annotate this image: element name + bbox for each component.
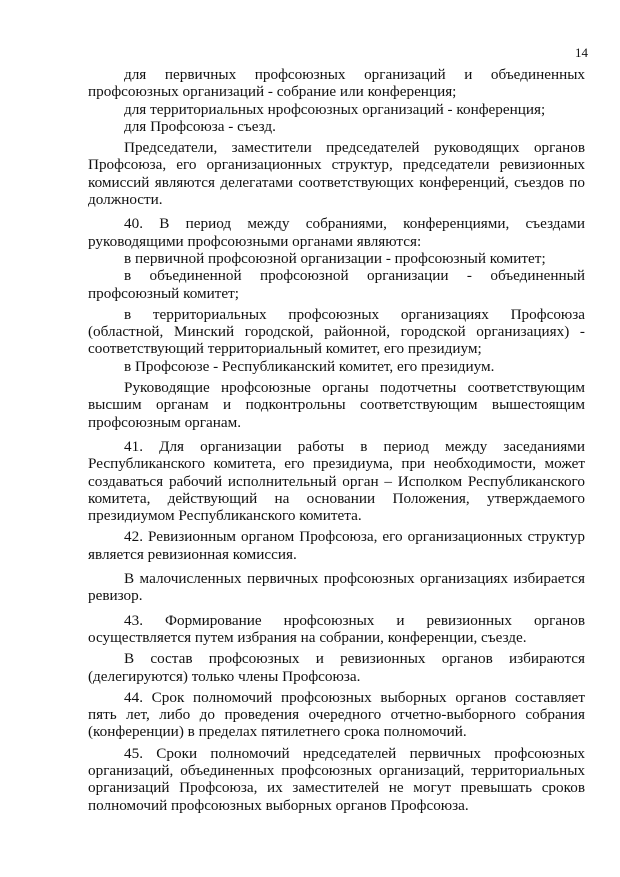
paragraph: 45. Сроки полномочий нредседателей первичных профсоюзных организаций, объединенных профсоюзных организаций, территориальных организаций Профсоюза, их заместителей не могут превышать сроков полномочий профсоюзных выборных органов Профсоюза. <box>88 744 585 814</box>
paragraph: для первичных профсоюзных организаций и объединенных профсоюзных организаций - собрание или конференция; <box>88 66 585 101</box>
document-body <box>88 66 585 814</box>
paragraph: 44. Срок полномочий профсоюзных выборных органов составляет пять лет, либо до проведения очередного отчетно-выборного собрания (конференции) в пределах пятилетнего срока полномочий. <box>88 688 585 741</box>
paragraph: в первичной профсоюзной организации - профсоюзный комитет; <box>124 249 546 267</box>
page-number: 14 <box>575 45 588 60</box>
paragraph: В малочисленных первичных профсоюзных организациях избирается ревизор. <box>88 570 585 605</box>
paragraph: 41. Для организации работы в период между заседаниями Республиканского комитета, его президиума, при необходимости, может создаваться рабочий исполнительный орган – Исполком Республиканского комитета, действующий на основании Положения, утверждаемого президиумом Республиканского комитета. <box>88 437 585 525</box>
paragraph: для Профсоюза - съезд. <box>124 117 276 135</box>
paragraph: в объединенной профсоюзной организации - объединенный профсоюзный комитет; <box>88 267 585 302</box>
paragraph: В состав профсоюзных и ревизионных органов избираются (делегируются) только члены Профсоюза. <box>88 650 585 685</box>
paragraph: Руководящие нрофсоюзные органы подотчетны соответствующим высшим органам и подконтрольны соответствующим вышестоящим профсоюзным органам. <box>88 379 585 431</box>
paragraph: в территориальных профсоюзных организациях Профсоюза (областной, Минский городской, районной, городской организациях) - соответствующий территориальный комитет, его президиум; <box>88 305 585 358</box>
paragraph: для территориальных нрофсоюзных организаций - конференция; <box>124 100 546 118</box>
paragraph: Председатели, заместители председателей руководящих органов Профсоюза, его организационных структур, председатели ревизионных комиссий являются делегатами соответствующих конференций, съездов по должности. <box>88 139 585 209</box>
paragraph: 42. Ревизионным органом Профсоюза, его организационных структур является ревизионная комиссия. <box>88 528 585 563</box>
paragraph: 43. Формирование нрофсоюзных и ревизионных органов осуществляется путем избрания на собрании, конференции, съезде. <box>88 611 585 646</box>
paragraph: в Профсоюзе - Республиканский комитет, его президиум. <box>124 357 495 375</box>
paragraph: 40. В период между собраниями, конференциями, съездами руководящими профсоюзными органами являются: <box>88 215 585 250</box>
